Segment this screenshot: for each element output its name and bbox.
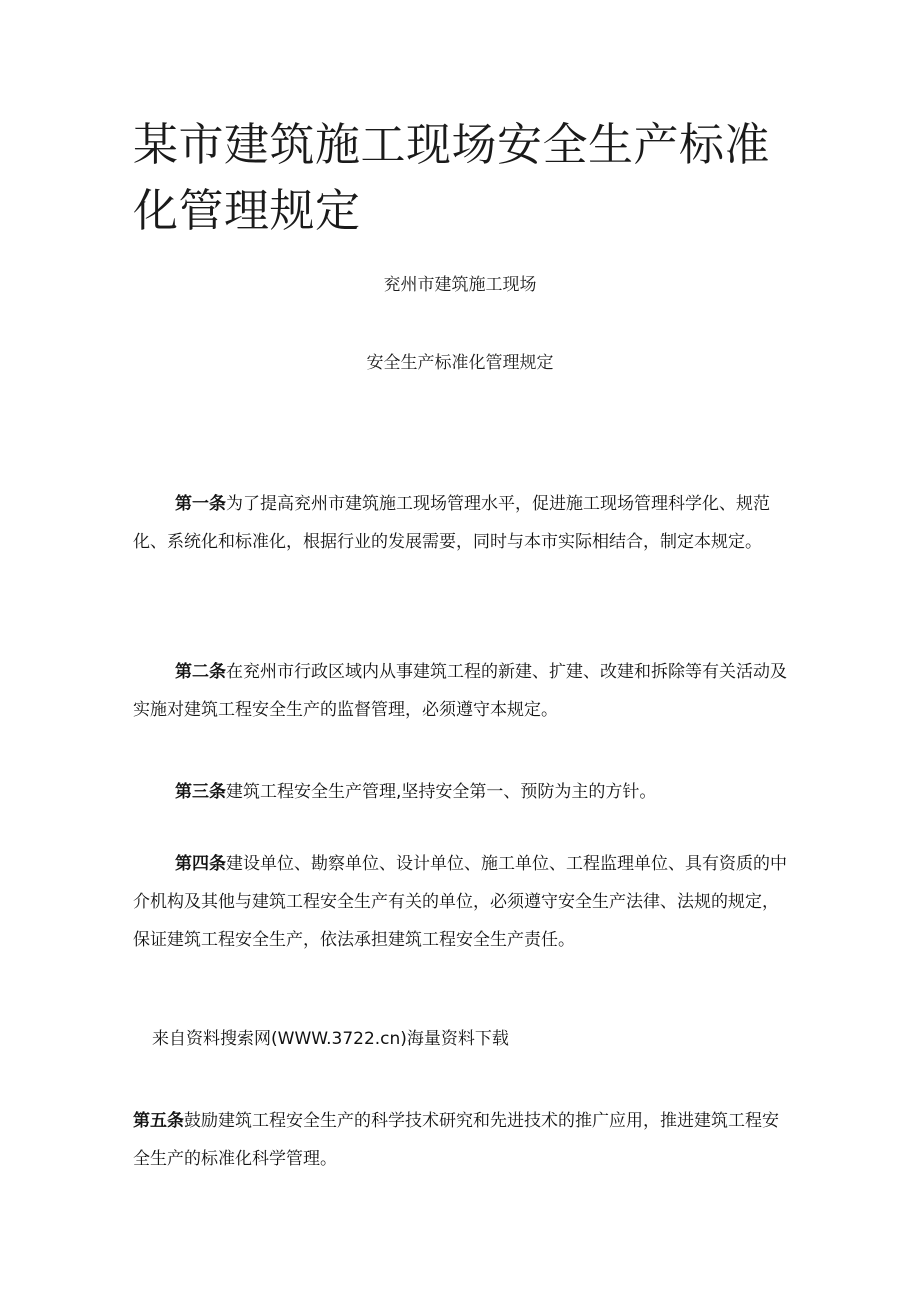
article-2-label: 第二条 xyxy=(175,662,226,682)
article-3-label: 第三条 xyxy=(175,782,226,802)
article-3 xyxy=(133,773,793,811)
subtitle-line-2: 安全生产标准化管理规定 xyxy=(366,353,554,373)
article-5 xyxy=(133,1102,793,1178)
article-4-text: 建设单位、勘察单位、设计单位、施工单位、工程监理单位、具有资质的中介机构及其他与建筑工程安全生产有关的单位，必须遵守安全生产法律、法规的规定，保证建筑工程安全生产，依法承担建筑工程安全生产责任。 xyxy=(133,854,787,950)
article-1-text: 为了提高兖州市建筑施工现场管理水平，促进施工现场管理科学化、规范化、系统化和标准化，根据行业的发展需要，同时与本市实际相结合，制定本规定。 xyxy=(133,494,770,552)
article-4 xyxy=(133,845,793,959)
subtitle-line-1: 兖州市建筑施工现场 xyxy=(383,275,537,295)
article-1 xyxy=(133,485,793,561)
article-2-text: 在兖州市行政区域内从事建筑工程的新建、扩建、改建和拆除等有关活动及实施对建筑工程安全生产的监督管理，必须遵守本规定。 xyxy=(133,662,787,720)
document-title: 某市建筑施工现场安全生产标准化管理规定 xyxy=(133,118,771,237)
article-2 xyxy=(133,653,793,729)
article-4-label: 第四条 xyxy=(175,854,226,874)
article-1-label: 第一条 xyxy=(175,494,226,514)
article-5-label: 第五条 xyxy=(133,1111,184,1131)
source-note: 来自资料搜索网(WWW.3722.cn)海量资料下载 xyxy=(152,1029,509,1049)
article-5-text: 鼓励建筑工程安全生产的科学技术研究和先进技术的推广应用，推进建筑工程安全生产的标准化科学管理。 xyxy=(133,1111,779,1169)
article-3-text: 建筑工程安全生产管理,坚持安全第一、预防为主的方针。 xyxy=(226,782,657,802)
